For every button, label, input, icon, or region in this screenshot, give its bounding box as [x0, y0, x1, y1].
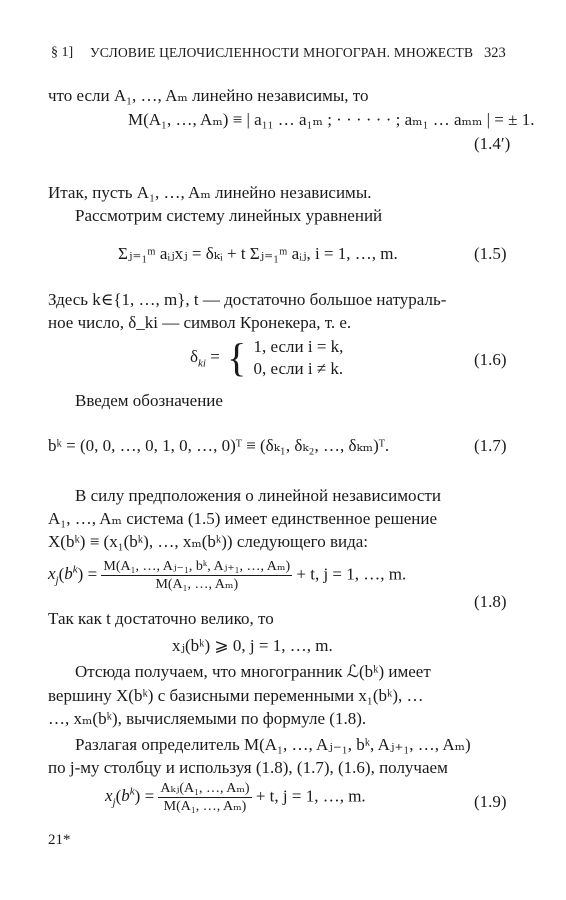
text-line: Так как t достаточно велико, то	[48, 609, 274, 628]
equation-1-6	[190, 336, 343, 380]
equation-number: (1.4′)	[474, 134, 511, 153]
denominator: M(A₁, …, Aₘ)	[155, 577, 239, 592]
section-mark: § 1]	[51, 45, 74, 60]
text-line: X(bᵏ) ≡ (x₁(bᵏ), …, xₘ(bᵏ)) следующего вида:	[48, 532, 369, 551]
equation-1-7: bᵏ = (0, 0, …, 0, 1, 0, …, 0)ᵀ ≡ (δₖ₁, δₖ₂, …, δₖₘ)ᵀ.	[48, 436, 390, 455]
equation-text: M(A₁, …, Aₘ) ≡ | a₁₁ … a₁ₘ ; · · · · · · ; aₘ₁ … aₘₘ | = ± 1.	[128, 110, 535, 129]
text-line: Рассмотрим систему линейных уравнений	[75, 206, 383, 225]
text-line: A₁, …, Aₘ система (1.5) имеет единственное решение	[48, 509, 437, 528]
lhs: $x_j(b^k)$ =	[48, 563, 98, 587]
text-line: Здесь k∈{1, …, m}, t — достаточно большое натураль-	[48, 290, 447, 309]
equation-1-5: Σⱼ₌₁ᵐ aᵢⱼxⱼ = δₖᵢ + t Σⱼ₌₁ᵐ aᵢⱼ, i = 1, …, m.	[118, 244, 398, 263]
equation-number: (1.5)	[474, 244, 507, 263]
text-line: Итак, пусть A₁, …, Aₘ линейно независимы.	[48, 183, 372, 202]
left-brace: {	[227, 335, 247, 380]
text-line: что если A₁, …, Aₘ линейно независимы, то	[48, 86, 369, 105]
numerator: M(A₁, …, Aⱼ₋₁, bᵏ, Aⱼ₊₁, …, Aₘ)	[103, 559, 291, 574]
equation-number: (1.9)	[474, 792, 507, 811]
text-line: Разлагая определитель M(A₁, …, Aⱼ₋₁, bᵏ, Aⱼ₊₁, …, Aₘ)	[75, 735, 471, 754]
text-line: ное число, δ_ki — символ Кронекера, т. е.	[48, 313, 352, 332]
denominator: M(A₁, …, Aₘ)	[163, 799, 247, 814]
cases	[254, 336, 344, 380]
equation-number: (1.7)	[474, 436, 507, 455]
equation-number: (1.8)	[474, 592, 507, 611]
tail: + t, j = 1, …, m.	[255, 786, 366, 806]
lhs: $x_j(b^k)$ =	[105, 785, 155, 809]
text-line: по j-му столбцу и используя (1.8), (1.7), (1.6), получаем	[48, 758, 448, 777]
text-line: …, xₘ(bᵏ), вычисляемыми по формуле (1.8).	[48, 709, 367, 728]
delta-ki: $\delta_{ki}$ =	[190, 346, 220, 370]
running-title: УСЛОВИЕ ЦЕЛОЧИСЛЕННОСТИ МНОГОГРАН. МНОЖЕСТВ	[90, 45, 474, 60]
equation-1-4prime	[128, 110, 534, 130]
text-line: Введем обозначение	[75, 391, 223, 410]
tail: + t, j = 1, …, m.	[296, 564, 407, 584]
equation-1-9	[105, 780, 366, 815]
text-line: вершину X(bᵏ) с базисными переменными x₁(bᵏ), …	[48, 686, 424, 705]
text-line: В силу предположения о линейной независимости	[75, 486, 441, 505]
inequality: xⱼ(bᵏ) ⩾ 0, j = 1, …, m.	[172, 636, 333, 655]
equation-number: (1.6)	[474, 350, 507, 369]
numerator: Aₖⱼ(A₁, …, Aₘ)	[160, 781, 250, 796]
equation-1-8	[48, 558, 406, 593]
fraction	[158, 780, 251, 815]
signature-mark: 21*	[48, 832, 71, 848]
case-2: 0, если i ≠ k.	[253, 359, 344, 378]
text-line: Отсюда получаем, что многогранник ℒ(bᵏ) имеет	[75, 662, 431, 681]
fraction	[101, 558, 292, 593]
case-1: 1, если i = k,	[253, 337, 344, 356]
page-number: 323	[484, 45, 506, 61]
